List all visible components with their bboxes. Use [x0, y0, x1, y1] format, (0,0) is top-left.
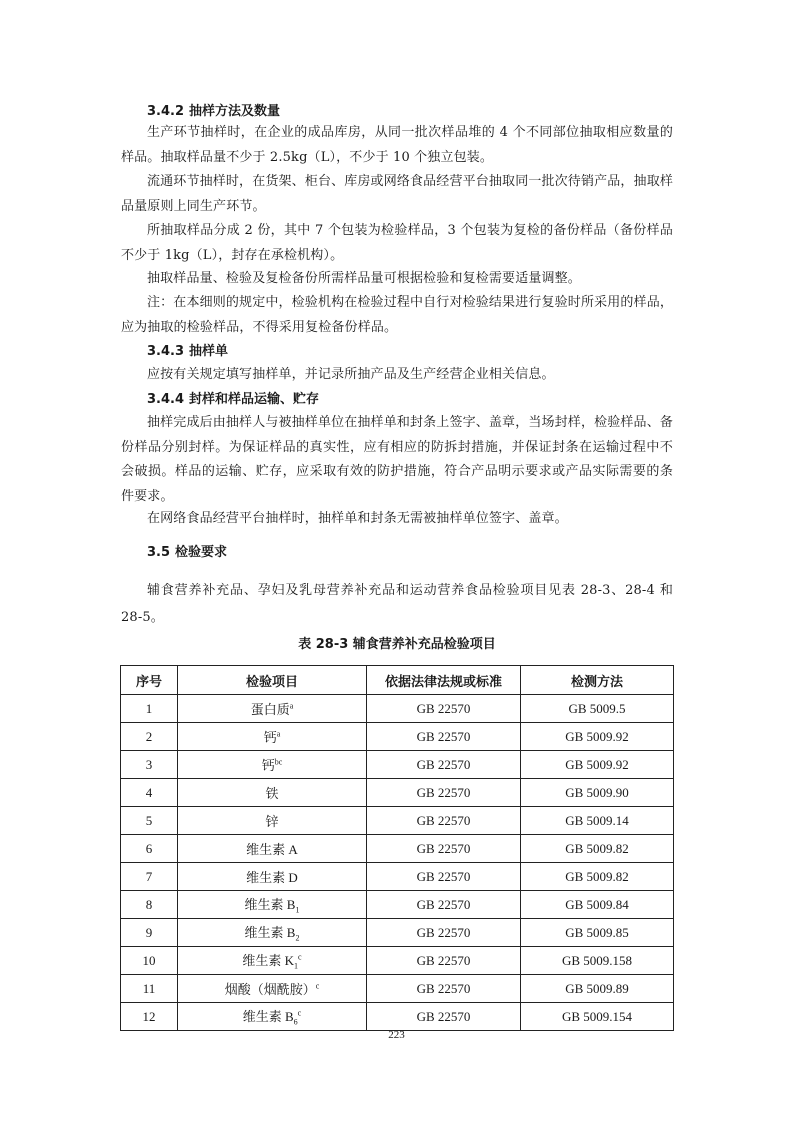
cell-no: 1: [121, 695, 178, 723]
item-name: 维生素 B: [244, 925, 296, 941]
item-name: 钙: [263, 730, 277, 745]
header-no: 序号: [121, 666, 178, 695]
cell-method: GB 5009.5: [521, 695, 674, 723]
cell-basis: GB 22570: [367, 695, 521, 723]
item-subscript: 1: [294, 961, 299, 971]
cell-method: GB 5009.154: [521, 1003, 674, 1031]
cell-no: 10: [121, 947, 178, 975]
cell-method: GB 5009.158: [521, 947, 674, 975]
paragraph: 抽样完成后由抽样人与被抽样单位在抽样单和封条上签字、盖章，当场封样，检验样品、备份样品分别封样。为保证样品的真实性，应有相应的防拆封措施，并保证封条在运输过程中不会破损。样品的运输、贮存，应采取有效的防护措施，符合产品明示要求或产品实际需要的条件要求。: [121, 415, 674, 504]
table-row: [121, 1003, 674, 1031]
table-row: [121, 779, 674, 807]
item-name: 维生素 B: [242, 1009, 294, 1025]
cell-item: [178, 751, 367, 779]
table-row: [121, 751, 674, 779]
header-method: 检测方法: [521, 666, 674, 695]
item-subscript: 2: [295, 933, 300, 943]
cell-no: 2: [121, 723, 178, 751]
item-footnote-mark: c: [315, 981, 320, 991]
section-heading-3-4-4: 3.4.4 封样和样品运输、贮存: [147, 392, 320, 407]
cell-item: [178, 779, 367, 807]
cell-item: [178, 723, 367, 751]
item-footnote-mark: a: [276, 729, 281, 739]
cell-method: GB 5009.82: [521, 863, 674, 891]
table-row: [121, 723, 674, 751]
cell-no: 9: [121, 919, 178, 947]
item-name: 钙: [261, 758, 275, 773]
cell-item: [178, 807, 367, 835]
cell-item: [178, 1003, 367, 1031]
table-row: [121, 807, 674, 835]
cell-item: [178, 863, 367, 891]
cell-item: [178, 835, 367, 863]
item-subscript: 6: [293, 1017, 298, 1027]
cell-item: [178, 919, 367, 947]
cell-method: GB 5009.90: [521, 779, 674, 807]
table-row: [121, 695, 674, 723]
table-caption: 表 28-3 辅食营养补充品检验项目: [298, 637, 496, 652]
item-footnote-mark: a: [289, 701, 294, 711]
cell-no: 5: [121, 807, 178, 835]
paragraph: 应按有关规定填写抽样单，并记录所抽产品及生产经营企业相关信息。: [147, 367, 555, 382]
cell-method: GB 5009.92: [521, 751, 674, 779]
paragraph: 生产环节抽样时，在企业的成品库房，从同一批次样品堆的 4 个不同部位抽取相应数量的样品。抽取样品量不少于 2.5kg（L），不少于 10 个独立包装。: [121, 125, 673, 165]
cell-method: GB 5009.14: [521, 807, 674, 835]
cell-method: GB 5009.84: [521, 891, 674, 919]
table-row: [121, 919, 674, 947]
item-footnote-mark: bc: [274, 757, 283, 767]
paragraph: 注：在本细则的规定中，检验机构在检验过程中自行对检验结果进行复验时所采用的样品，应为抽取的检验样品，不得采用复检备份样品。: [121, 295, 674, 335]
item-name: 蛋白质: [250, 702, 290, 717]
table-row: [121, 863, 674, 891]
item-name: 维生素 B: [244, 897, 296, 913]
page-number: 223: [388, 1029, 405, 1041]
cell-no: 4: [121, 779, 178, 807]
cell-no: 6: [121, 835, 178, 863]
inspection-items-table: [120, 665, 674, 1031]
paragraph: 流通环节抽样时，在货架、柜台、库房或网络食品经营平台抽取同一批次待销产品，抽取样品量原则上同生产环节。: [121, 174, 674, 214]
item-footnote-mark: c: [297, 1008, 302, 1018]
cell-basis: GB 22570: [367, 807, 521, 835]
cell-basis: GB 22570: [367, 1003, 521, 1031]
header-item: 检验项目: [178, 666, 367, 695]
table-row: [121, 975, 674, 1003]
cell-method: GB 5009.92: [521, 723, 674, 751]
cell-basis: GB 22570: [367, 863, 521, 891]
cell-method: GB 5009.89: [521, 975, 674, 1003]
item-name: 维生素 K: [242, 953, 295, 969]
table-row: [121, 835, 674, 863]
cell-basis: GB 22570: [367, 723, 521, 751]
table-header-row: [121, 666, 674, 695]
cell-item: [178, 947, 367, 975]
item-name: 铁: [265, 786, 279, 801]
cell-item: [178, 891, 367, 919]
paragraph: 辅食营养补充品、孕妇及乳母营养补充品和运动营养食品检验项目见表 28-3、28-4 和 28-5。: [121, 583, 673, 625]
item-name: 烟酸（烟酰胺）: [224, 982, 316, 997]
cell-method: GB 5009.82: [521, 835, 674, 863]
section-heading-3-4-2: 3.4.2 抽样方法及数量: [147, 104, 281, 119]
table-row: [121, 947, 674, 975]
table-row: [121, 891, 674, 919]
item-footnote-mark: c: [298, 952, 302, 962]
item-subscript: 1: [295, 905, 300, 915]
paragraph: 抽取样品量、检验及复检备份所需样品量可根据检验和复检需要适量调整。: [147, 271, 581, 286]
cell-basis: GB 22570: [367, 919, 521, 947]
section-heading-3-4-3: 3.4.3 抽样单: [147, 344, 229, 359]
cell-no: 11: [121, 975, 178, 1003]
cell-item: [178, 695, 367, 723]
cell-basis: GB 22570: [367, 947, 521, 975]
paragraph: 在网络食品经营平台抽样时，抽样单和封条无需被抽样单位签字、盖章。: [147, 511, 568, 526]
item-name: 维生素 D: [246, 870, 298, 885]
cell-no: 12: [121, 1003, 178, 1031]
cell-item: [178, 975, 367, 1003]
cell-method: GB 5009.85: [521, 919, 674, 947]
item-name: 锌: [265, 814, 279, 829]
cell-no: 8: [121, 891, 178, 919]
cell-basis: GB 22570: [367, 891, 521, 919]
cell-basis: GB 22570: [367, 975, 521, 1003]
section-heading-3-5: 3.5 检验要求: [147, 545, 228, 560]
cell-basis: GB 22570: [367, 835, 521, 863]
cell-basis: GB 22570: [367, 779, 521, 807]
item-name: 维生素 A: [246, 842, 298, 857]
cell-no: 7: [121, 863, 178, 891]
header-basis: 依据法律法规或标准: [367, 666, 521, 695]
cell-no: 3: [121, 751, 178, 779]
cell-basis: GB 22570: [367, 751, 521, 779]
paragraph: 所抽取样品分成 2 份，其中 7 个包装为检验样品，3 个包装为复检的备份样品（备份样品不少于 1kg（L），封存在承检机构）。: [121, 223, 673, 263]
